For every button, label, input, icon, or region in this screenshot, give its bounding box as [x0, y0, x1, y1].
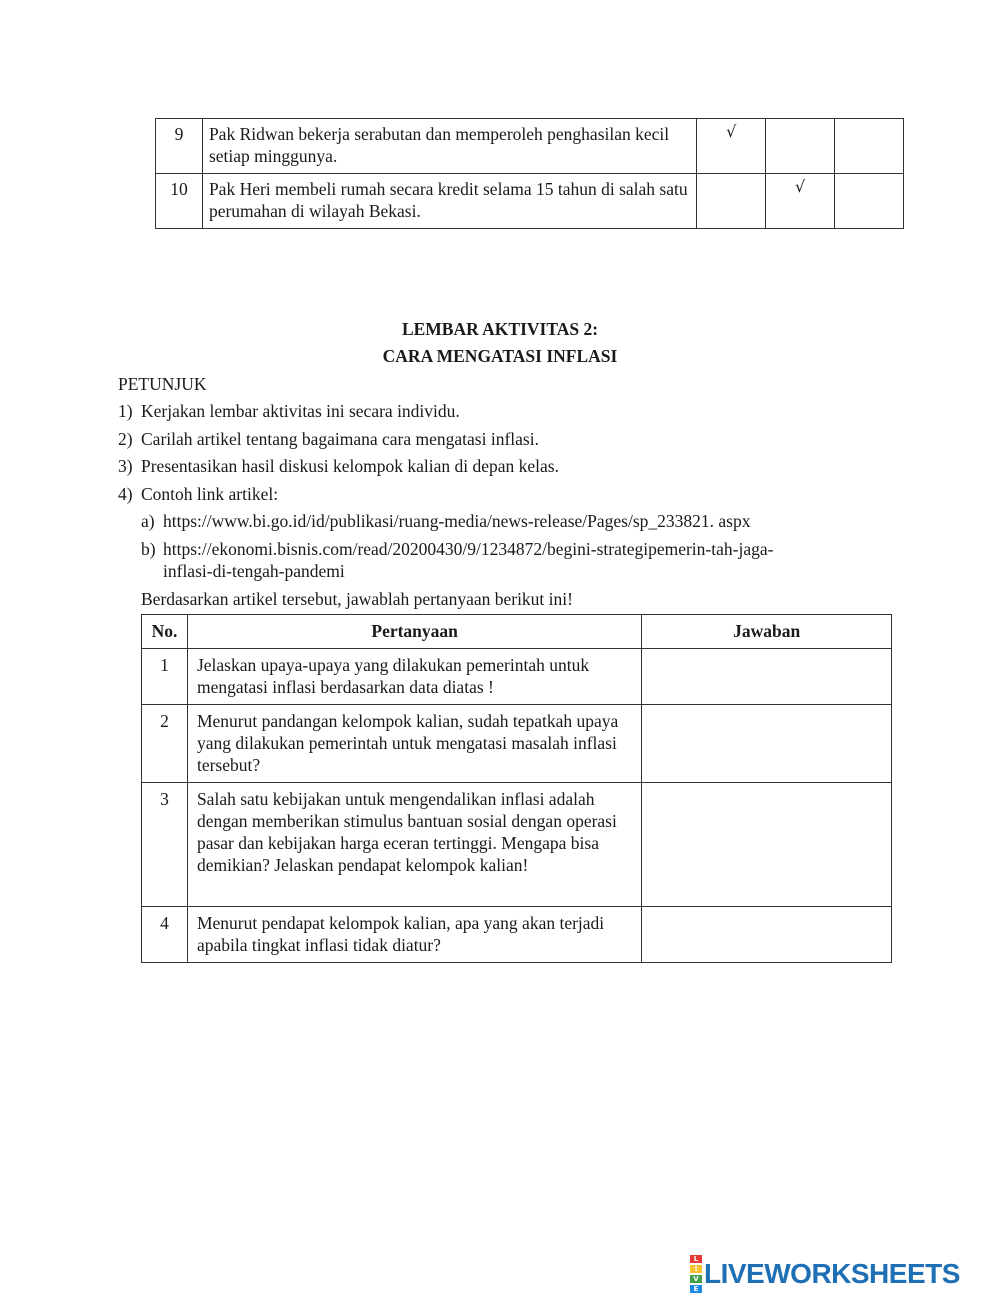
table-row [142, 907, 892, 963]
item-number: 1) [118, 401, 133, 421]
liveworksheets-wordmark: LIVEWORKSHEETS [704, 1258, 960, 1289]
question-table [141, 614, 892, 963]
check-cell[interactable] [835, 174, 904, 229]
item-text: Carilah artikel tentang bagaimana cara mengatasi inflasi. [141, 429, 539, 449]
header-question: Pertanyaan [187, 615, 641, 649]
question-text: Salah satu kebijakan untuk mengendalikan inflasi adalah dengan memberikan stimulus bantuan sosial dengan operasi pasar dan kebijakan harga eceran tertinggi. Mengapa bisa demikian? Jelaskan pendapat kelompok kalian! [187, 783, 641, 907]
table-row [142, 649, 892, 705]
activity-title: LEMBAR AKTIVITAS 2: [401, 319, 599, 339]
question-number: 3 [142, 783, 188, 907]
instruction-item [118, 483, 278, 505]
logo-letter: V [690, 1275, 702, 1283]
statement-cell: Pak Heri membeli rumah secara kredit selama 15 tahun di salah satu perumahan di wilayah Bekasi. [202, 174, 696, 229]
check-cell[interactable] [766, 119, 835, 174]
article-link-item [141, 510, 750, 532]
answer-cell[interactable] [642, 649, 892, 705]
row-number: 10 [156, 174, 203, 229]
activity-subtitle: CARA MENGATASI INFLASI [382, 346, 618, 366]
instruction-item [118, 428, 539, 450]
article-link-continuation[interactable]: inflasi-di-tengah-pandemi [163, 561, 345, 581]
logo-letter: L [690, 1255, 702, 1263]
question-prompt: Berdasarkan artikel tersebut, jawablah pertanyaan berikut ini! [141, 589, 573, 609]
check-cell[interactable]: √ [766, 174, 835, 229]
instruction-item [118, 400, 460, 422]
answer-cell[interactable] [642, 783, 892, 907]
item-number: 4) [118, 484, 133, 504]
question-text: Menurut pendapat kelompok kalian, apa yang akan terjadi apabila tingkat inflasi tidak diatur? [187, 907, 641, 963]
check-cell[interactable] [835, 119, 904, 174]
item-number: 3) [118, 456, 133, 476]
instructions-label: PETUNJUK [118, 374, 207, 394]
logo-letter: E [690, 1285, 702, 1293]
statement-cell: Pak Ridwan bekerja serabutan dan memperoleh penghasilan kecil setiap minggunya. [202, 119, 696, 174]
answer-cell[interactable] [642, 907, 892, 963]
instruction-item [118, 455, 559, 477]
answer-cell[interactable] [642, 705, 892, 783]
table-row [156, 119, 904, 174]
logo-letter: I [690, 1265, 702, 1273]
table-row [142, 705, 892, 783]
question-number: 4 [142, 907, 188, 963]
question-number: 1 [142, 649, 188, 705]
status-table [155, 118, 904, 229]
check-cell[interactable] [697, 174, 766, 229]
row-number: 9 [156, 119, 203, 174]
article-link-item [141, 538, 773, 560]
article-link[interactable]: https://www.bi.go.id/id/publikasi/ruang-media/news-release/Pages/sp_233821. aspx [163, 511, 751, 531]
check-cell[interactable]: √ [697, 119, 766, 174]
header-no: No. [142, 615, 188, 649]
item-number: a) [141, 511, 155, 531]
liveworksheets-logo [690, 1254, 960, 1294]
table-row [142, 783, 892, 907]
item-number: 2) [118, 429, 133, 449]
header-answer: Jawaban [642, 615, 892, 649]
item-text: Kerjakan lembar aktivitas ini secara individu. [141, 401, 460, 421]
item-text: Contoh link artikel: [141, 484, 279, 504]
question-text: Menurut pandangan kelompok kalian, sudah tepatkah upaya yang dilakukan pemerintah untuk mengatasi masalah inflasi tersebut? [187, 705, 641, 783]
table-row [156, 174, 904, 229]
question-number: 2 [142, 705, 188, 783]
liveworksheets-icon [690, 1254, 702, 1294]
question-text: Jelaskan upaya-upaya yang dilakukan pemerintah untuk mengatasi inflasi berdasarkan data diatas ! [187, 649, 641, 705]
item-number: b) [141, 539, 156, 559]
table-header-row [142, 615, 892, 649]
article-link[interactable]: https://ekonomi.bisnis.com/read/20200430/9/1234872/begini-strategipemerin-tah-jaga- [163, 539, 774, 559]
item-text: Presentasikan hasil diskusi kelompok kalian di depan kelas. [141, 456, 559, 476]
